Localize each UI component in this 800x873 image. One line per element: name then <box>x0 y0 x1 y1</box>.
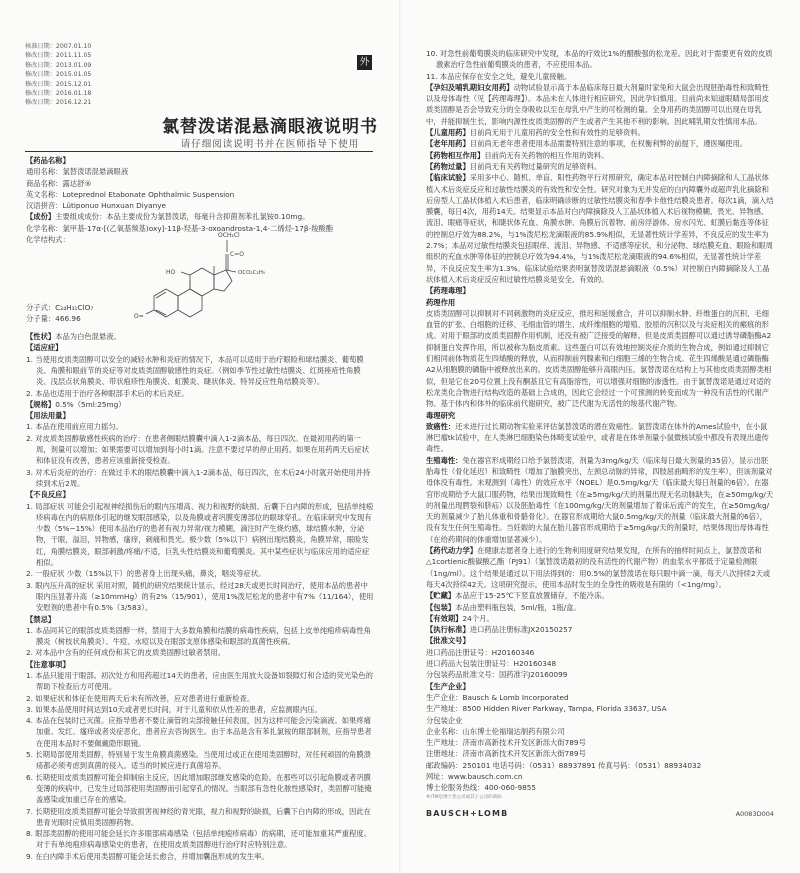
list-item <box>26 421 374 432</box>
text: 【用法用量】 <box>26 411 70 421</box>
revision-date: 修改日期：2016.01.18 <box>25 90 92 98</box>
paragraph <box>426 760 774 771</box>
paragraph <box>426 82 774 127</box>
revision-date: 修改日期：2013.01.09 <box>25 61 92 69</box>
list-item <box>26 388 374 399</box>
section-heading <box>26 659 374 670</box>
section-heading <box>26 410 374 421</box>
list-item <box>26 568 374 579</box>
text: 进口药品注册标准JX20150257 <box>469 625 573 635</box>
list-item <box>26 828 374 851</box>
text: 5. 长期局部使用类固醇，特别易于发生角膜真菌感染。当使用过或正在使用类固醇时，对任何顽固的角膜溃疡都必须考虑到真菌的侵入。适当的时候应进行真菌培养。 <box>26 750 371 771</box>
text: ®/TM是博士伦公司或其子公司的商标 <box>426 794 502 800</box>
text: 24个月。 <box>462 613 494 623</box>
section-label: 致癌性： <box>426 421 456 431</box>
right-column <box>426 48 774 820</box>
left-column <box>26 155 374 862</box>
paragraph <box>426 771 774 782</box>
label-carbonyl: C=O <box>230 251 244 259</box>
text: 0.5%（5ml:25mg） <box>55 399 126 409</box>
ring-a <box>154 289 178 317</box>
paragraph <box>426 308 774 410</box>
text: 英文名称：Loteprednol Etabonate Ophthalmic Suspension <box>26 189 235 199</box>
paragraph <box>426 748 774 759</box>
structure-diagram <box>126 226 296 331</box>
section-label: 【药物过量】 <box>426 161 470 171</box>
right-column-content <box>426 48 774 802</box>
text: 进口药品大包装注册证号：H20160348 <box>426 659 557 669</box>
text: 8. 眼部类固醇的使用可能会延长许多眼部病毒感染（包括单纯疱疹病毒）的病期，还可能加重其严重程度。对于有单纯疱疹病毒感染史的患者，在使用皮质类固醇进行治疗时应特别注意。 <box>26 829 371 850</box>
list-item <box>26 704 374 715</box>
revision-date: 修改日期：2016.12.21 <box>25 99 92 107</box>
text: 本品由塑料瓶包装，5ml/瓶，1瓶/盒。 <box>455 602 581 612</box>
section-label: 【老年用药】 <box>426 139 470 149</box>
paragraph <box>426 794 774 802</box>
footer <box>426 808 774 820</box>
text: 进口药品注册证号：H20160346 <box>426 647 535 657</box>
text: 【不良反应】 <box>26 490 70 500</box>
text: 2. 一般症状 少数（15%以下）的患者身上出现头痛，鼻炎，咽炎等症状。 <box>26 569 266 579</box>
paragraph <box>426 613 774 624</box>
text: 【药理毒理】 <box>426 286 470 296</box>
list-item <box>26 851 374 862</box>
list-item <box>26 670 374 693</box>
paragraph <box>426 127 774 138</box>
text: 2. 本品也适用于治疗各种眼部手术后的术后炎症。 <box>26 388 189 398</box>
paragraph <box>426 421 774 455</box>
text: 生产地址：8500 Hidden River Parkway, Tampa, Florida 33637, USA <box>426 704 667 714</box>
list-item <box>26 501 374 569</box>
ring-d <box>214 270 232 291</box>
ring-b <box>178 289 202 317</box>
paragraph <box>426 715 774 726</box>
paragraph <box>426 602 774 613</box>
section-heading <box>26 155 374 166</box>
paragraph <box>26 399 374 410</box>
text: 10. 对急性前葡萄膜炎的临床研究中发现，本品的疗效比1%的醋酸强的松龙差。因此对于需要更有效的皮质激素治疗急性前葡萄膜炎的患者，不应使用本品。 <box>426 49 773 70</box>
paragraph <box>426 624 774 635</box>
section-heading <box>426 410 774 421</box>
paragraph <box>426 782 774 793</box>
text: 3. 眼内压升高的症状 采用对照，随机的研究结果统计显示，经过28天或更长时间治疗，使用本品的患者中眼内压显著升高（≥10mmHg）的有2%（15/901），使用1%泼尼松龙的患者中有7%（11/164），使用安慰剂的患者中有0.5%（3/583）。 <box>26 580 374 613</box>
section-label: 生殖毒性： <box>426 455 463 465</box>
text: 4. 本品在包装时已灭菌。应指导患者不要让滴管的尖部接触任何表面，因为这样可能会污染滴液。如果疼痛加重、发红、瘙痒或者炎症恶化，患者应去咨询医生。由于本品是含有苯扎氯铵的眼部制剂，应指导患者在使用本品时不要佩戴隐形眼镜。 <box>26 716 372 748</box>
text: 注册地址：济南市高新技术开发区新泺大街789号 <box>426 749 586 759</box>
revision-date: 核准日期：2007.01.10 <box>25 43 92 50</box>
document-code: A0083D004 <box>735 809 774 818</box>
text: 主要组成成份：本品主要成份为氯替泼诺，每毫升含抑菌剂苯扎氯铵0.10mg。 <box>55 212 310 222</box>
text: 1. 局部症状 可能会引起视神经损伤后的眼内压增高、视力和视野的缺损、后囊下白内障的形成，包括单纯疱疹病毒在内的病原体引起的继发眼部感染，以及角膜或者巩膜变薄部位的眼球穿孔。在临床研究中发现有少数（5%~15%）使用本品治疗的患者有视力异常/视力模糊，滴注时产生烧灼感，球结膜水肿，分泌物，干眼，溢泪，异物感，瘙痒，刺痛和畏光。极少数（5%以下）病例出现结膜炎，角膜异常，眼睑发红，角膜结膜炎，眼部刺激/疼痛/不适，巨乳头性结膜炎和葡萄膜炎。其中某些症状与临床应用的适应症相似。 <box>26 501 374 568</box>
text: 9. 在白内障手术后使用类固醇可能会延长愈合，并增加囊泡形成的发生率。 <box>26 851 269 861</box>
section-label: 【成份】 <box>26 212 56 222</box>
text: 分包装企业 <box>426 715 463 725</box>
paragraph <box>426 150 774 161</box>
label-ester: OCO₂C₂H₅ <box>238 270 266 277</box>
revision-dates <box>25 42 91 108</box>
paragraph <box>426 455 774 545</box>
text: 目前尚无有关药物的相互作用的资料。 <box>484 150 609 160</box>
text: 1. 本品只能用于眼部。初次处方和用药超过14天的患者，应由医生用放大设备如裂隙灯和合适的荧光染色的帮助下检查后方可使用。 <box>26 670 373 692</box>
list-item <box>26 467 374 490</box>
list-item <box>26 772 374 806</box>
text: 【批准文号】 <box>426 636 470 646</box>
text: 博士伦服务热线：400-060-9855 <box>426 783 537 793</box>
text: 化学名称：氯甲基-17α-[(乙氧基羰基)oxy]-11β-羟基-3-oxoandrosta-1,4-二烯烃-17β-羧酸酯 <box>26 223 334 233</box>
text: 皮质类固醇可以抑制对不同刺激物的炎症反应，推迟和延缓愈合，并可以抑制水肿、纤维蛋白的沉积、毛细血管的扩张、白细胞的迁移、毛细血管的增生、成纤维细胞的增殖、胶原的沉积以及与炎症相关的瘢痕的形成。对用于眼部的皮质类固醇作用机制，还没有被广泛接受的解释。但是皮质类固醇可以通过诱导磷脂酶A2抑制蛋白发挥作用，所以被称为脂皮质素。这些蛋白可以有效地控制炎症介质的生物合成，例如通过抑制它们相同前体物质花生四烯酸的释放，从而抑制前列腺素和白细胞三烯的生物合成。花生四烯酸是通过磷脂酶A2从细胞膜的磷脂中被释放出来的。皮质类固醇能够升高眼内压。氯替泼诺在结构上与其他皮质类固醇类相似，但是它在20号位置上没有酮基且它有高脂溶性，可以增强对细胞的渗透性。由于氯替泼诺是通过对适的松龙类化合物进行结构改造的基础上合成的，因此它会经过一个可预测的转变而成为一种没有活性的代谢产物。基于体内和体外的临床前代谢研究，被广泛代谢为无活性的羧基代谢产物。 <box>426 308 772 409</box>
section-label: 【临床试验】 <box>426 173 470 183</box>
text: 1. 本品同其它的眼部皮质类固醇一样，禁用于大多数角膜和结膜的病毒性疾病，包括上皮单纯疱疹病毒性角膜炎（树枝状角膜炎）、牛痘、水痘以及在眼部支原体感染和眼部的真菌性疾病。 <box>26 625 371 647</box>
label-chloromethoxy: OCH₂Cl <box>218 232 240 240</box>
section-label: 【贮藏】 <box>426 591 456 601</box>
text: 网址：www.bausch.com.cn <box>426 772 523 781</box>
text: 生产地址：济南市高新技术开发区新泺大街789号 <box>426 738 586 748</box>
section-heading <box>426 635 774 646</box>
paragraph <box>426 545 774 590</box>
section-heading <box>426 285 774 296</box>
paragraph <box>426 590 774 601</box>
list-item <box>26 715 374 749</box>
text: 目前尚无用于儿童用药的安全性和有效性的足够资料。 <box>469 128 645 138</box>
text: 本品为白色混悬液。 <box>55 332 121 342</box>
text: 还未进行过长期动物实验来评估氯替泼诺的潜在致癌性。氯替泼诺在体外的Ames试验中，在小鼠淋巴瘤tk试验中，在人类淋巴细胞染色体畸变试验中，或者是在体单剂量小鼠微核试验中都没有表现出遗传毒性。 <box>426 421 769 454</box>
section-label: 【孕妇及哺乳期妇女用药】 <box>426 82 514 92</box>
structure-caption: 化学结构式： <box>26 235 70 245</box>
paragraph <box>26 331 374 342</box>
text: 【禁忌】 <box>26 614 56 624</box>
paragraph <box>26 178 374 189</box>
molecular-weight: 分子量：466.96 <box>26 314 81 324</box>
paragraph <box>26 211 374 222</box>
text: 2. 如果症状和体征在使用两天后未有所改善，应对患者进行重新检查。 <box>26 693 255 703</box>
brand-logo: BAUSCH+LOMB <box>426 808 509 818</box>
text: 兔在器官形成期经口给予氯替泼诺，剂量为3mg/kg/天（临床每日最大剂量的35倍），显示出胚胎毒性（骨化延迟）和致畸性（增加了脑膜突出，左颈总动脉的异常，四肢屈曲畸形的发生率），但该剂量对母体没有毒性。未观测到（毒性）的效应水平（NOEL）是0.5mg/kg/天（临床最大每日剂量的6倍）。在器官形成期给予大鼠口服药物，结果出现致畸性（在≥5mg/kg/天的剂量出现无名动脉缺失，在≥50mg/kg/天的剂量出现腭裂和脐疝）以及胚胎毒性（在100mg/kg/天的剂量增加了着床后流产的发生，在≥50mg/kg/天的剂量减少了胎儿体重和骨骼骨化）。在器官形成期给大鼠0.5mg/kg/天的剂量（临床最大剂量的6倍），没有发生任何生殖毒性。当妊娠的大鼠在胎儿器官形成期给于≥5mg/kg/天的剂量时，结果体现出母体毒性（在给药期间的体重增加显著减少）。 <box>426 455 774 544</box>
list-item <box>26 580 374 614</box>
paragraph <box>426 669 774 680</box>
paragraph <box>426 692 774 703</box>
section-label: 【药代动力学】 <box>426 546 478 556</box>
section-label: 【包装】 <box>426 602 456 612</box>
paragraph <box>426 737 774 748</box>
revision-date: 修改日期：2015.12.01 <box>25 80 92 88</box>
text: 【注意事项】 <box>26 659 70 669</box>
text: 分包装药品批准文号：国药准字J20160099 <box>426 670 568 680</box>
text: 邮政编码：250101 电话号码：（0531）88937891 传真号码：（0531）88934032 <box>426 760 702 770</box>
text: 【适应症】 <box>26 343 63 353</box>
label-keto: O= <box>134 313 144 321</box>
text: 1. 当使用皮质类固醇可以安全的减轻水肿和炎症的情况下，本品可以适用于治疗眼睑和球结膜炎、葡萄膜炎、角膜和眼前节的炎症等对皮质类固醇敏感性的炎症。（例如季节性过敏性结膜炎、红斑痤疮性角膜炎、浅层点状角膜炎、带状疱疹性角膜炎、虹膜炎、睫状体炎、特异反应性角结膜炎等）。 <box>26 354 364 387</box>
list-item <box>26 647 374 658</box>
paragraph <box>426 658 774 669</box>
text: 企业名称：山东博士伦福瑞达制药有限公司 <box>426 726 565 736</box>
list-item <box>26 433 374 467</box>
title-divider <box>25 151 373 152</box>
list-item <box>26 625 374 648</box>
section-label: 【有效期】 <box>426 613 463 623</box>
text: 生产企业：Bausch & Lomb Incorporated <box>426 692 569 702</box>
paragraph <box>26 189 374 200</box>
section-heading <box>26 342 374 353</box>
chemical-structure <box>26 234 374 331</box>
document-subtitle: 请仔细阅读说明书并在医师指导下使用 <box>180 139 360 150</box>
paragraph <box>426 726 774 737</box>
section-heading <box>26 489 374 500</box>
text: 6. 长期使用皮质类固醇可能会抑制宿主反应，因此增加眼部继发感染的危险。在那些可以引起角膜或者巩膜变薄的疾病中，已发生过局部使用类固醇而引起穿孔的情况。当眼部有急性化脓性感染时，类固醇可能掩盖感染或加重已存在的感染。 <box>26 772 372 805</box>
text: 3. 对术后炎症的治疗：在做过手术的眼结膜囊中滴入1-2滴本品，每日四次，在术后24小时就开始使用并持续到术后2周。 <box>26 467 371 488</box>
section-label: 【执行标准】 <box>426 625 470 635</box>
revision-date: 修改日期：2011.11.05 <box>25 52 92 60</box>
text: 7. 长期使用皮质类固醇可能会导致损害视神经的青光眼，视力和视野的缺损，后囊下白内障的形成，因此在患青光眼时应慎用类固醇药物。 <box>26 806 371 827</box>
label-hydroxy: HO <box>166 269 176 277</box>
text: 毒理研究 <box>426 410 456 420</box>
text: 【生产企业】 <box>426 681 470 691</box>
text: 采用多中心、随机、单盲、阳性药物平行对照研究，确定本品对控制白内障摘除和人工晶状体植入术后炎症反应和过敏性结膜炎的有效性和安全性。研究对象为无并发症的白内障囊外或超声乳化摘除和后房型人工晶状体植入术后患者，临床明确诊断的过敏性结膜炎和春季卡他性结膜炎患者。每次1滴，滴入结膜囊，每日4次，用药14天。结果显示本品对白内障摘除及人工晶状体植入术后视物模糊、畏光、异物感、流泪、眼痛等症状，和睫状体充血、角膜水肿、角膜后沉着物、前房浮游体、房水闪光、虹膜后黏连等体征的控制总疗效为88.2%，与1%泼尼松龙滴眼液的85.9%相似，无显著性统计学差异，不良反应的发生率为2.7%；本品对过敏性结膜炎包括眼痒、流泪、异物感、不适感等症状，和分泌物、球结膜充血、眼睑和眼周组织的充血水肿等体征的控制总疗效为94.4%，与1%泼尼松龙滴眼液的94.6%相似，无显著性统计学差异，不良反应发生率为1.3%。临床试验结果表明氯替泼诺混悬滴眼液（0.5%）对控制白内障摘除及人工晶状体植入术后炎症反应和过敏性结膜炎是安全、有效的。 <box>426 173 774 284</box>
paragraph <box>26 200 374 211</box>
section-heading <box>426 297 774 308</box>
list-item <box>426 71 774 82</box>
section-label: 【儿童用药】 <box>426 128 470 138</box>
text: 汉语拼音：Lütiponuo Hunxuan Diyanye <box>26 201 167 211</box>
paragraph <box>426 647 774 658</box>
list-item <box>26 354 374 388</box>
text: 本品应于15-25℃下竖直放置储存，不能冷冻。 <box>455 591 609 601</box>
text: 通用名称：氯替泼诺混悬滴眼液 <box>26 167 129 177</box>
paragraph <box>26 166 374 177</box>
text: 在健康志愿者身上进行的生物利用度研究结果发现，在所有的抽样时间点上，氯替泼诺和△1cortienic酸碳酸乙酯（PJ91）（氯替泼诺最初的没有活性的代谢产物）的血浆水平都低于定量检测限（1ng/ml）。这个结果是通过以下用法得到的：用0.5%的氯替泼诺在每只眼中滴一滴，每天八次持续2天或每天4次持续42天。这项研究提示，使用本品时发生的全身性的吸收是有限的（<1ng/mg）。 <box>426 546 771 589</box>
text: 商品名称：露达舒® <box>26 178 92 188</box>
text: 1. 本品在使用前应用力摇匀。 <box>26 422 123 432</box>
paragraph <box>426 172 774 285</box>
section-heading <box>26 614 374 625</box>
list-item <box>426 48 774 71</box>
paragraph <box>426 703 774 714</box>
text: 药理作用 <box>426 297 456 307</box>
text: 动物试验显示高于本品临床每日最大剂量时家兔和大鼠会出现胚胎毒性和致畸性以及母体毒性（见【药理毒理】）。本品未在人体进行相应研究，因此孕妇慎用。目前尚未知道眼睛局部用皮质类固醇是否会导致充分的全身吸收以至在母乳中产生的可检测的量。全身用药的类固醇可以出现在母乳中，并能抑制生长，影响内源性皮质类固醇的产生或者产生其他不利的影响。因此哺乳期女性慎用本品。 <box>426 82 769 126</box>
section-heading <box>426 681 774 692</box>
text: 2. 对皮质类固醇敏感性疾病的治疗：在患者侧眼结膜囊中滴入1-2滴本品，每日四次。在最初用药的第一周，剂量可以增加；如果需要可以增加到每小时1滴。注意不要过早的停止用药。如果在用药两天后症状和体征没有改善，患者应该重新接受检查。 <box>26 433 369 466</box>
ring-c <box>190 268 214 296</box>
list-item <box>26 749 374 772</box>
text: 11. 本品应保存在安全之处，避免儿童接触。 <box>426 71 572 81</box>
list-item <box>26 693 374 704</box>
paragraph <box>426 161 774 172</box>
molecular-formula: 分子式：C₂₄H₃₁ClO₇ <box>26 303 94 313</box>
section-label: 【性状】 <box>26 332 56 342</box>
section-label: 【药物相互作用】 <box>426 150 485 160</box>
document-title: 氯替泼诺混悬滴眼液说明书 <box>162 117 378 137</box>
section-label: 【规格】 <box>26 399 56 409</box>
text: 【药品名称】 <box>26 156 70 165</box>
text: 3. 如果本品使用时间达到10天或者更长时间，对于儿童和依从性差的患者，应监测眼内压。 <box>26 704 322 714</box>
text: 目前尚无老年患者使用本品需要特别注意的事项，在权衡利弊的前提下，遵医嘱使用。 <box>469 139 748 149</box>
text: 目前尚无有关药物过量研究的足够资料。 <box>469 161 602 171</box>
text: 2. 对本品中含有的任何成份和其它的皮质类固醇过敏者禁用。 <box>26 648 225 658</box>
revision-date: 修改日期：2015.01.05 <box>25 71 92 79</box>
list-item <box>26 806 374 829</box>
external-use-badge: 外 <box>357 55 372 70</box>
paragraph <box>426 138 774 149</box>
